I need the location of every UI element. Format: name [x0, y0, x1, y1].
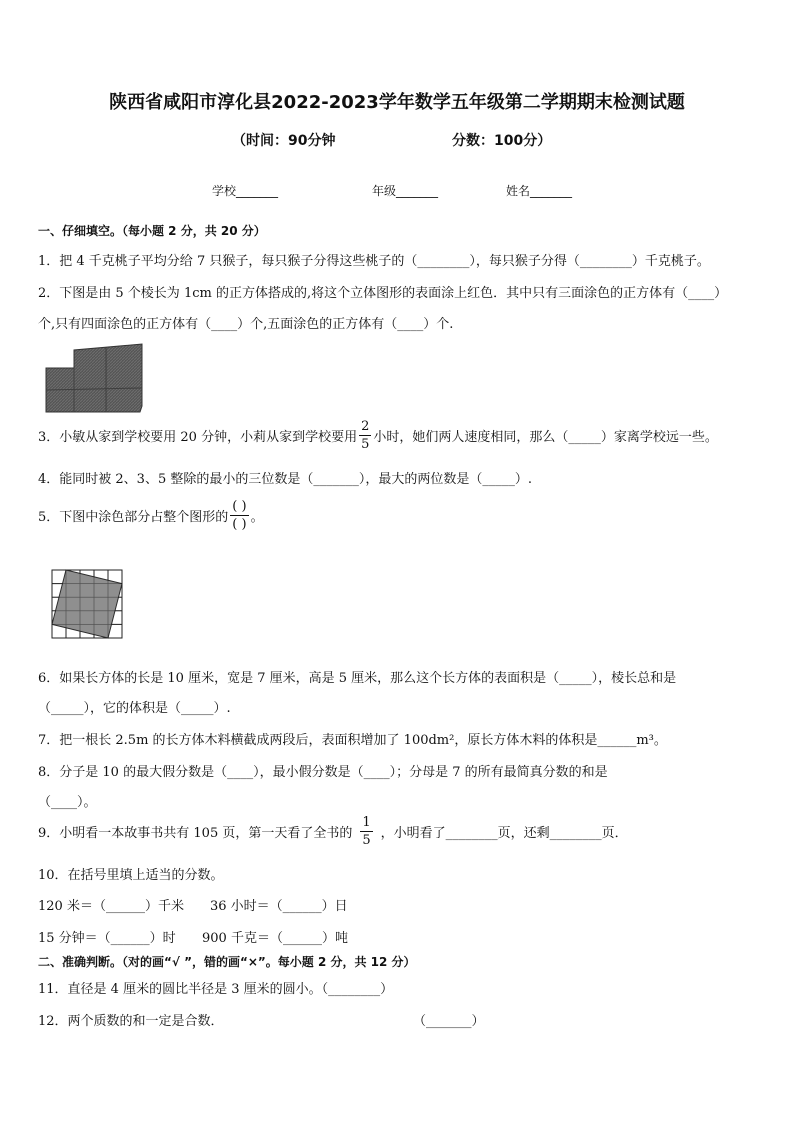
- question-4: 4．能同时被 2、3、5 整除的最小的三位数是（_______），最大的两位数是（_____）.: [38, 472, 532, 487]
- question-12: 12．两个质数的和一定是合数．: [38, 1014, 224, 1029]
- question-3-before: 3．小敏从家到学校要用 20 分钟，小莉从家到学校要用: [38, 430, 358, 445]
- name-field: 姓名_______: [506, 184, 573, 198]
- grid-square-figure: [50, 568, 126, 640]
- question-10-item-2: 36 小时＝（______）日: [210, 899, 348, 914]
- question-6-line2: （_____），它的体积是（_____）.: [38, 701, 231, 716]
- fraction-2-5: [359, 420, 371, 451]
- fraction-denominator: 5: [362, 833, 371, 848]
- question-8-line1: 8．分子是 10 的最大假分数是（____），最小假分数是（____）；分母是 7 的所有最简真分数的和是: [38, 765, 608, 780]
- question-6-line1: 6．如果长方体的长是 10 厘米，宽是 7 厘米，高是 5 厘米，那么这个长方体的表面积是（_____），棱长总和是: [38, 671, 677, 686]
- question-10-item-3: 15 分钟＝（______）时: [38, 931, 176, 946]
- fraction-1-5: [360, 816, 372, 847]
- question-10-item-1: 120 米＝（______）千米: [38, 899, 184, 914]
- exam-time: （时间：90分钟: [232, 133, 336, 149]
- question-10-item-4: 900 千克＝（______）吨: [202, 931, 348, 946]
- grade-field: 年级_______: [372, 184, 439, 198]
- question-3-after: 小时，她们两人速度相同，那么（_____）家离学校远一些。: [373, 430, 718, 445]
- blank-fraction: [230, 500, 248, 531]
- question-12-blank: （_______）: [413, 1014, 485, 1029]
- fraction-numerator: ( ): [232, 499, 247, 514]
- fraction-numerator: 2: [361, 419, 370, 434]
- question-9: [38, 816, 628, 847]
- section-2-heading: 二、准确判断。（对的画“√ ”，错的画“×”。每小题 2 分，共 12 分）: [38, 955, 416, 969]
- school-field: 学校_______: [212, 184, 279, 198]
- fraction-denominator: ( ): [232, 517, 247, 532]
- exam-score: 分数：100分）: [452, 133, 552, 149]
- question-9-before: 9．小明看一本故事书共有 105 页，第一天看了全书的: [38, 826, 353, 841]
- question-7: 7．把一根长 2.5m 的长方体木料横截成两段后，表面积增加了 100dm²，原长方体木料的体积是______m³。: [38, 733, 667, 748]
- question-2-line1: 2．下图是由 5 个棱长为 1cm 的正方体搭成的,将这个立体图形的表面涂上红色．其中只有三面涂色的正方体有（____）: [38, 286, 728, 301]
- fraction-numerator: 1: [362, 815, 371, 830]
- question-9-after: ，小明看了________页，还剩________页．: [380, 826, 628, 841]
- question-2-line2: 个,只有四面涂色的正方体有（____）个,五面涂色的正方体有（____）个.: [38, 317, 454, 332]
- fraction-denominator: 5: [361, 437, 370, 452]
- page-title: 陕西省咸阳市淳化县2022-2023学年数学五年级第二学期期末检测试题: [109, 92, 685, 113]
- question-11: 11．直径是 4 厘米的圆比半径是 3 厘米的圆小。（________）: [38, 982, 394, 997]
- cube-figure: [44, 342, 144, 414]
- question-5: [38, 500, 264, 531]
- question-5-after: 。: [250, 510, 264, 525]
- question-8-line2: （____）。: [38, 795, 97, 810]
- question-5-before: 5．下图中涂色部分占整个图形的: [38, 510, 229, 525]
- section-1-heading: 一、仔细填空。（每小题 2 分，共 20 分）: [38, 224, 266, 238]
- question-1: 1．把 4 千克桃子平均分给 7 只猴子，每只猴子分得这些桃子的（________），每只猴子分得（________）千克桃子。: [38, 254, 710, 269]
- question-3: [38, 420, 718, 451]
- question-10-heading: 10．在括号里填上适当的分数。: [38, 868, 224, 883]
